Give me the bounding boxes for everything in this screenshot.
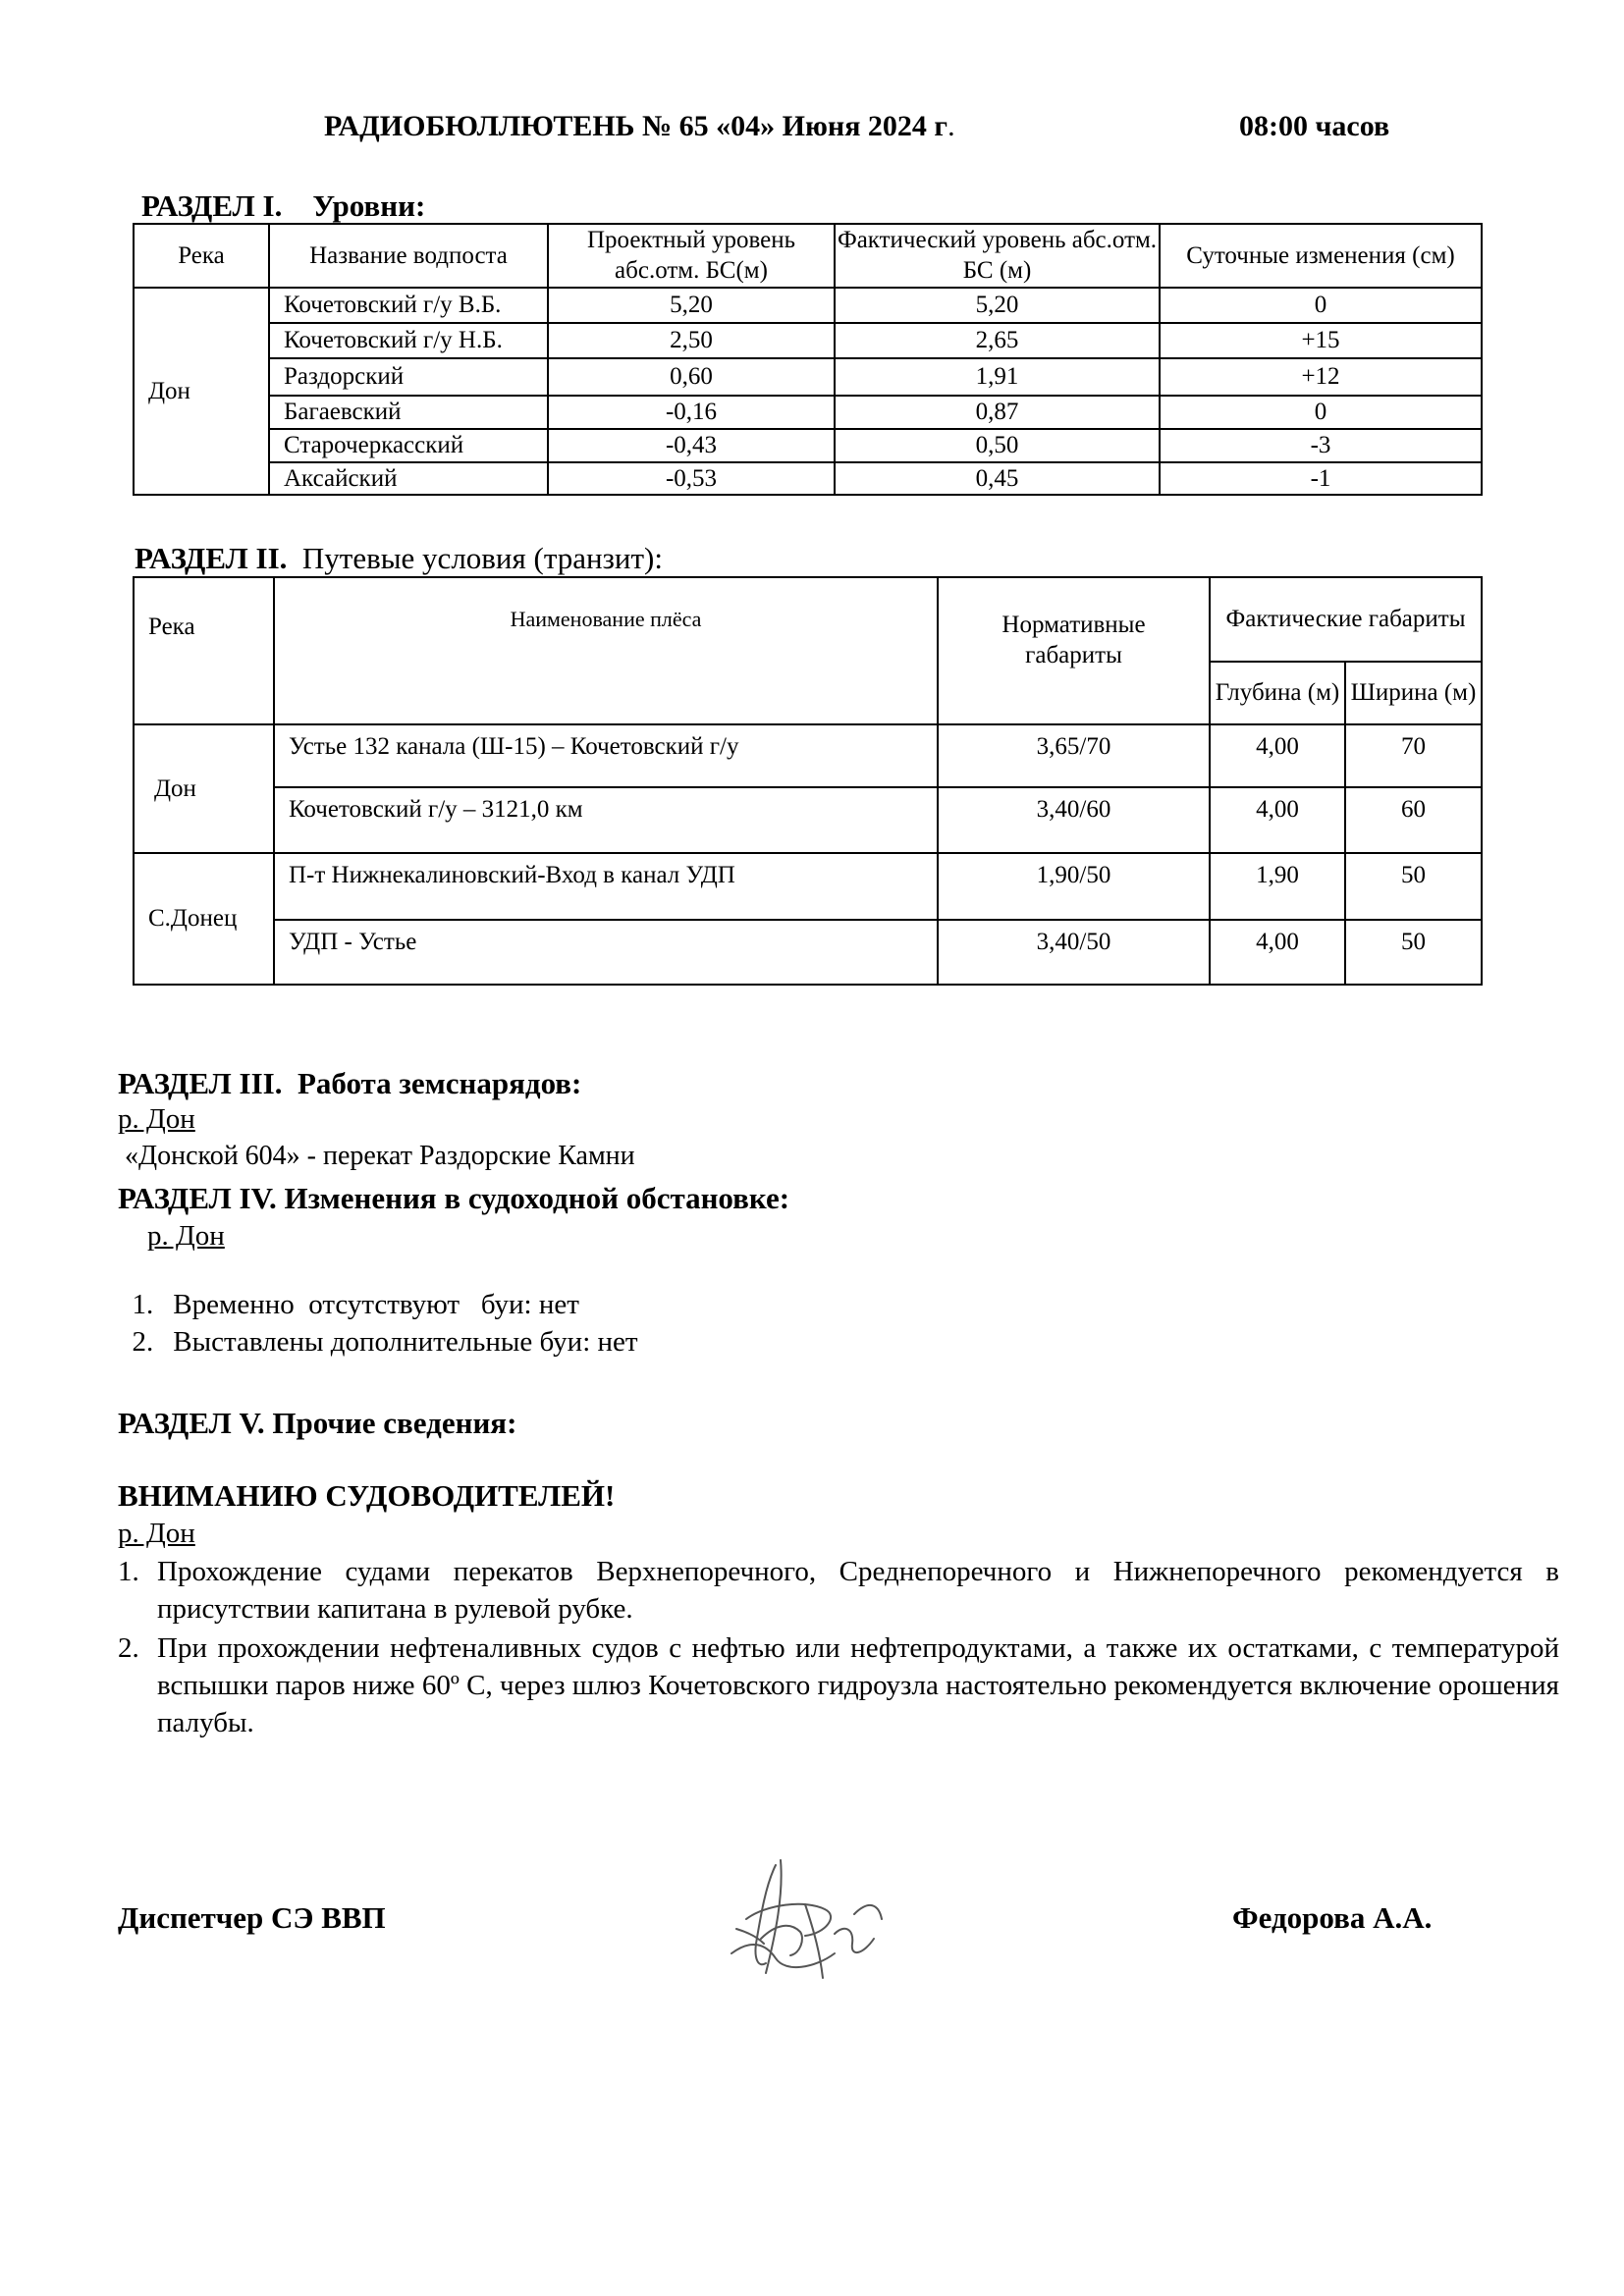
normative-dims: 3,40/60 [938,787,1210,853]
project-level: 5,20 [548,288,835,323]
col-header-river: Река [134,577,274,724]
actual-level: 1,91 [835,358,1160,396]
list-item-text: Прохождение судами перекатов Верхнепоречного, Среднепоречного и Нижнепоречного рекомендуется в присутствии капитана в рулевой рубке. [157,1556,1559,1625]
actual-width: 60 [1345,787,1482,853]
post-name: Кочетовский г/у Н.Б. [269,323,548,358]
actual-depth: 1,90 [1210,853,1345,920]
actual-width: 50 [1345,920,1482,985]
table-row [134,853,1482,920]
col-header-depth: Глубина (м) [1210,662,1345,724]
table-row [134,724,1482,787]
actual-level: 2,65 [835,323,1160,358]
daily-change: +15 [1160,323,1482,358]
project-level: 2,50 [548,323,835,358]
levels-header-row [134,224,1482,288]
stretch-name: УДП - Устье [274,920,938,985]
list-item-num: 2. [132,1326,154,1358]
dispatcher-name: Федорова А.А. [1232,1900,1433,1935]
actual-depth: 4,00 [1210,787,1345,853]
section3-river: р. Дон [118,1103,195,1135]
section2-heading-rest: Путевые условия (транзит): [301,541,663,575]
table-row [134,396,1482,429]
daily-change: -3 [1160,429,1482,462]
actual-width: 70 [1345,724,1482,787]
list-item [118,1629,1559,1741]
stretch-name: П-т Нижнекалиновский-Вход в канал УДП [274,853,938,920]
dispatcher-position: Диспетчер СЭ ВВП [118,1900,386,1935]
daily-change: 0 [1160,288,1482,323]
daily-change: 0 [1160,396,1482,429]
col-header-actual: Фактические габариты [1210,577,1482,662]
col-header-daily-change: Суточные изменения (см) [1160,224,1482,288]
section2-heading [135,541,663,576]
list-item-num: 1. [118,1556,139,1587]
daily-change: -1 [1160,462,1482,495]
transit-table [133,576,1483,986]
section3-heading: РАЗДЕЛ III. Работа земснарядов: [118,1066,582,1100]
col-header-actual-level: Фактический уровень абс.отм. БС (м) [835,224,1160,288]
actual-depth: 4,00 [1210,724,1345,787]
section5-river: р. Дон [118,1518,195,1549]
bulletin-title [324,110,955,143]
section4-heading: РАЗДЕЛ IV. Изменения в судоходной обстановке: [118,1181,790,1215]
section1-heading: РАЗДЕЛ I. Уровни: [141,188,426,223]
stretch-name: Кочетовский г/у – 3121,0 км [274,787,938,853]
col-header-width: Ширина (м) [1345,662,1482,724]
col-header-post: Название водпоста [269,224,548,288]
project-level: 0,60 [548,358,835,396]
list-item-text: При прохождении нефтеналивных судов с нефтью или нефтепродуктами, а также их остатками, с температурой вспышки паров ниже 60º С, через шлюз Кочетовского гидроузла настоятельно рекомендуется включение орошения палубы. [157,1632,1559,1738]
actual-level: 0,45 [835,462,1160,495]
project-level: -0,16 [548,396,835,429]
list-item-text: Выставлены дополнительные буи: нет [173,1326,638,1358]
normative-dims: 3,65/70 [938,724,1210,787]
stretch-name: Устье 132 канала (Ш-15) – Кочетовский г/у [274,724,938,787]
section3-dredger: «Донской 604» - перекат Раздорские Камни [125,1141,635,1171]
signature-image [707,1845,903,1993]
bulletin-title-dot: . [947,110,955,142]
section5-heading: РАЗДЕЛ V. Прочие сведения: [118,1406,517,1440]
actual-level: 5,20 [835,288,1160,323]
river-cell: Дон [134,724,274,853]
table-row [134,288,1482,323]
river-cell: Дон [134,288,269,495]
col-header-normative: Нормативные габариты [938,577,1210,724]
levels-table [133,223,1483,496]
post-name: Раздорский [269,358,548,396]
table-row [134,787,1482,853]
actual-level: 0,87 [835,396,1160,429]
list-item-num: 1. [132,1289,154,1320]
bulletin-time: 08:00 часов [1239,110,1390,142]
post-name: Багаевский [269,396,548,429]
normative-dims: 3,40/50 [938,920,1210,985]
table-row [134,920,1482,985]
table-row [134,358,1482,396]
col-header-river: Река [134,224,269,288]
actual-level: 0,50 [835,429,1160,462]
transit-header-row [134,577,1482,662]
table-row [134,462,1482,495]
project-level: -0,53 [548,462,835,495]
post-name: Аксайский [269,462,548,495]
list-item [118,1294,638,1359]
table-row [134,323,1482,358]
list-item [118,1553,1559,1628]
col-header-project-level: Проектный уровень абс.отм. БС(м) [548,224,835,288]
table-row [134,429,1482,462]
project-level: -0,43 [548,429,835,462]
col-header-stretch: Наименование плёса [274,577,938,724]
bulletin-title-text: РАДИОБЮЛЛЮТЕНЬ № 65 «04» Июня 2024 г [324,110,948,142]
section4-river: р. Дон [147,1220,225,1252]
attention-heading: ВНИМАНИЮ СУДОВОДИТЕЛЕЙ! [118,1478,616,1513]
post-name: Старочеркасский [269,429,548,462]
post-name: Кочетовский г/у В.Б. [269,288,548,323]
normative-dims: 1,90/50 [938,853,1210,920]
actual-width: 50 [1345,853,1482,920]
list-item-num: 2. [118,1632,139,1664]
river-cell: С.Донец [134,853,274,985]
daily-change: +12 [1160,358,1482,396]
list-item-text: Временно отсутствуют буи: нет [173,1289,579,1320]
section2-heading-bold: РАЗДЕЛ II. [135,541,288,575]
actual-depth: 4,00 [1210,920,1345,985]
